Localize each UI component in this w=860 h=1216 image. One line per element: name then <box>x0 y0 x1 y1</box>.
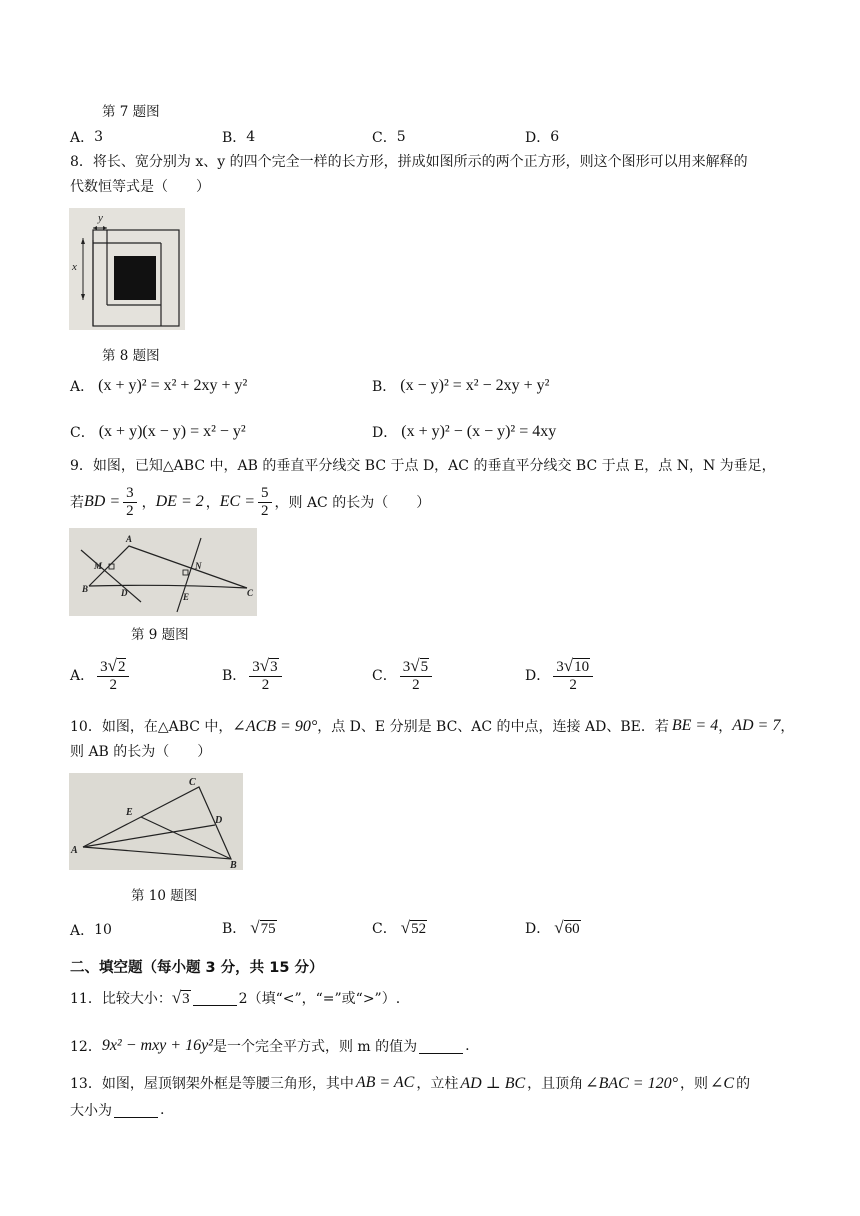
q9-figure-caption: 第 9 题图 <box>131 627 189 643</box>
q9-bd-fraction: $\frac{3}{2}$ <box>123 485 137 520</box>
q8-figure-label-x: x <box>72 261 77 273</box>
q7-option-b[interactable]: B． 4 <box>222 129 256 146</box>
q9-label-b: B <box>82 584 89 594</box>
q9-label-e: E <box>183 592 190 602</box>
q8-figure-drawing <box>69 208 185 330</box>
q13-line2: 大小为 . <box>70 1102 165 1119</box>
q10-label-c: C <box>189 777 196 788</box>
q7-option-c[interactable]: C． 5 <box>372 129 406 146</box>
q9-label-m: M <box>94 561 103 571</box>
q10-label-a: A <box>71 845 78 856</box>
q8-option-d[interactable]: D． (x + y)² − (x − y)² = 4xy <box>372 423 557 441</box>
q9-stem-line2: 若 BD = $\frac{3}{2}$ ， DE = 2 ， EC = $\frac{5}{2}$ ，则 AC 的长为（ ） <box>70 484 431 519</box>
q7-option-d[interactable]: D． 6 <box>525 129 560 146</box>
q9-label-c: C <box>247 588 254 598</box>
q9-figure <box>69 528 257 616</box>
q10-figure-caption: 第 10 题图 <box>131 888 198 904</box>
q9-option-a[interactable]: A． 3 √ 2 2 <box>70 656 132 694</box>
q9-stem-line1: 9．如图，已知△ABC 中，AB 的垂直平分线交 BC 于点 D，AC 的垂直平分线交 BC 于点 E，点 N，N 为垂足， <box>70 458 776 474</box>
q9-label-d: D <box>121 588 128 598</box>
q10-figure-drawing <box>69 773 243 870</box>
q10-figure <box>69 773 243 870</box>
q9-label-n: N <box>195 561 202 571</box>
q8-figure-label-y: y <box>98 212 103 224</box>
q9-option-b[interactable]: B． 3 √ 3 2 <box>222 656 285 694</box>
q11-line: 11．比较大小： √ 3 2（填“<”，“=”或“>”）. <box>70 988 401 1007</box>
q8-option-b[interactable]: B． (x − y)² = x² − 2xy + y² <box>372 377 550 395</box>
section-2-title: 二、填空题（每小题 3 分，共 15 分） <box>70 960 324 976</box>
q10-stem-line2: 则 AB 的长为（ ） <box>70 744 212 760</box>
q9-figure-drawing <box>69 528 257 616</box>
q10-label-e: E <box>126 807 133 818</box>
q8-option-a[interactable]: A． (x + y)² = x² + 2xy + y² <box>70 377 248 395</box>
q11-answer-blank[interactable] <box>193 991 237 1006</box>
q9-ec-fraction: $\frac{5}{2}$ <box>258 485 272 520</box>
q8-stem-line1: 8．将长、宽分别为 x、y 的四个完全一样的长方形，拼成如图所示的两个正方形，则这个图形可以用来解释的 <box>70 154 748 170</box>
q10-option-b[interactable]: B． √ 75 <box>222 918 276 937</box>
q9-option-c[interactable]: C． 3 √ 5 2 <box>372 656 435 694</box>
q8-stem-line2: 代数恒等式是（ ） <box>70 179 210 195</box>
q12-answer-blank[interactable] <box>419 1039 463 1054</box>
q7-figure-caption: 第 7 题图 <box>102 104 160 120</box>
q13-answer-blank[interactable] <box>114 1103 158 1118</box>
q8-option-c[interactable]: C． (x + y)(x − y) = x² − y² <box>70 423 246 441</box>
q12-line: 12． 9x² − mxy + 16y² 是一个完全平方式，则 m 的值为 . <box>70 1037 470 1055</box>
q10-option-c[interactable]: C． √ 52 <box>372 918 427 937</box>
q10-option-a[interactable]: A． 10 <box>70 922 112 939</box>
q8-figure <box>69 208 185 330</box>
q9-option-d[interactable]: D． 3 √ 10 2 <box>525 656 596 694</box>
q10-stem-line1: 10．如图，在△ABC 中， ∠ACB = 90° ，点 D、E 分别是 BC、AC 的中点，连接 AD、BE．若 BE = 4 ， AD = 7 ， <box>70 717 795 735</box>
q10-label-d: D <box>215 815 223 826</box>
q8-figure-caption: 第 8 题图 <box>102 348 160 364</box>
q10-option-d[interactable]: D． √ 60 <box>525 918 580 937</box>
q9-label-a: A <box>126 534 133 544</box>
q7-option-a[interactable]: A． 3 <box>70 129 104 146</box>
q13-line1: 13．如图，屋顶钢架外框是等腰三角形，其中 AB = AC ，立柱 AD ⊥ BC ，且顶角 ∠BAC = 120° ，则 ∠C 的 <box>70 1074 751 1092</box>
q10-label-b: B <box>230 860 237 870</box>
